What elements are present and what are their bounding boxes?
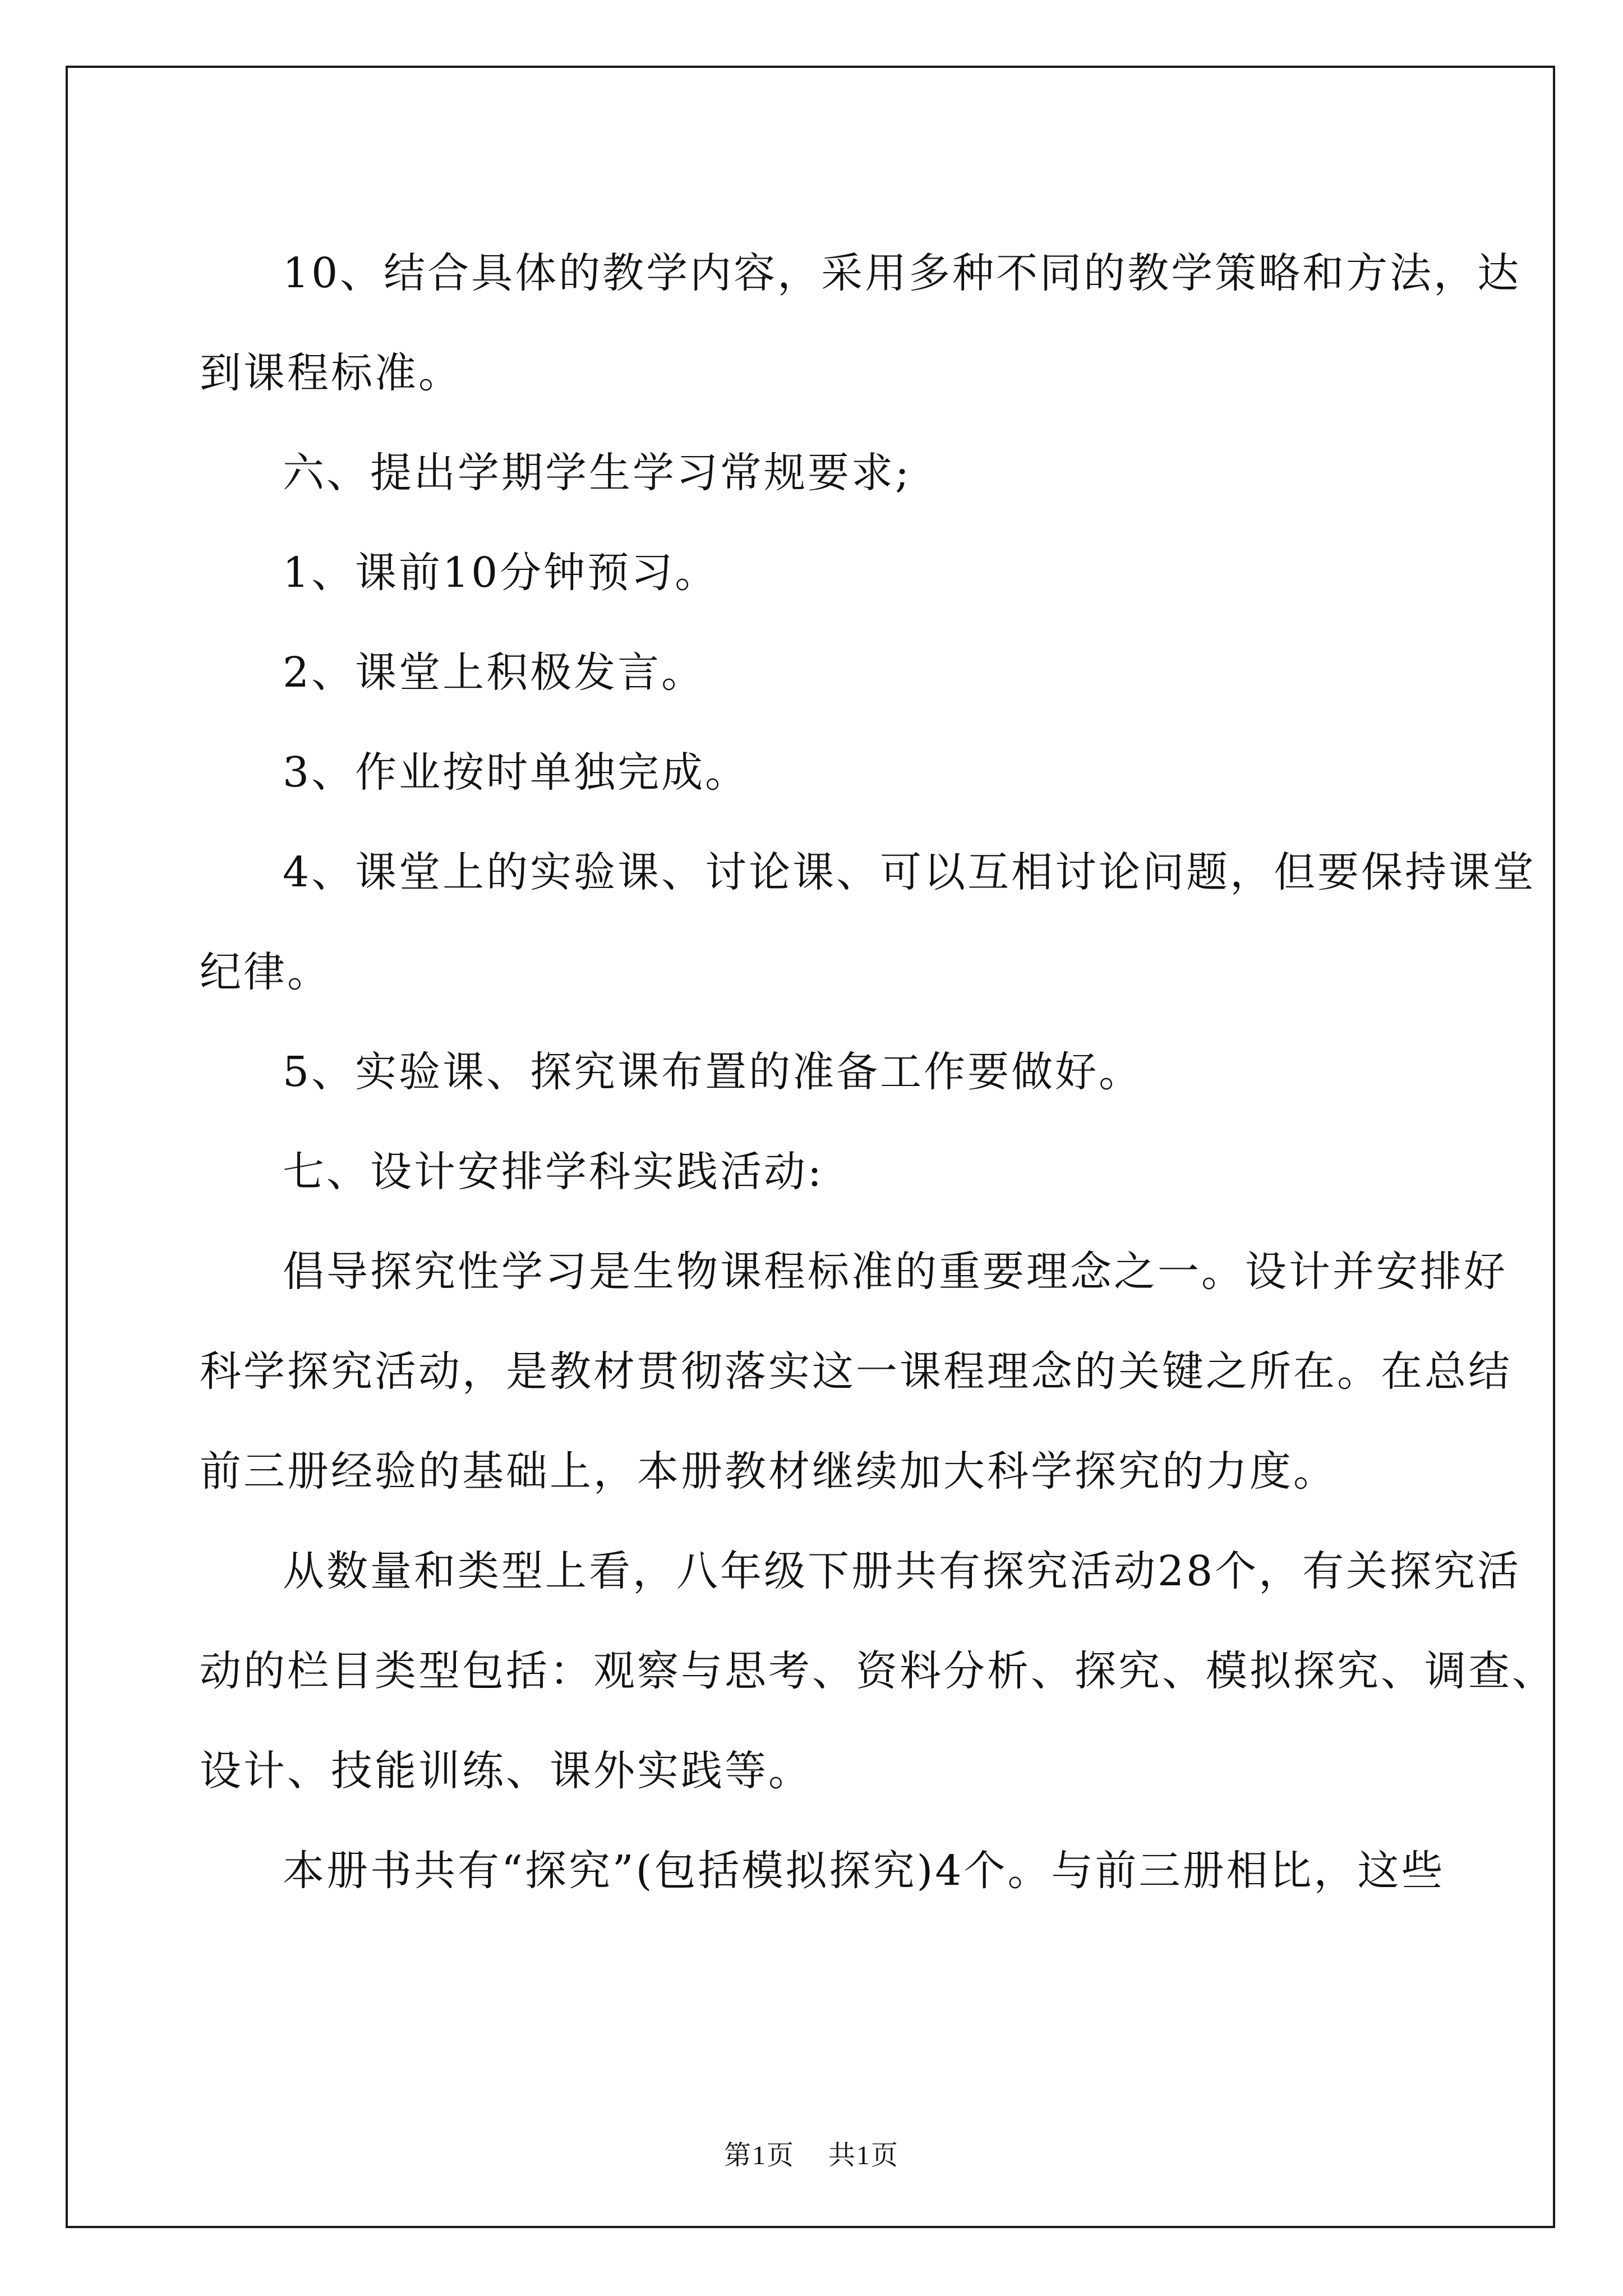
list-item [200,822,1537,1022]
list-item [200,723,1424,822]
text-line: 2、课堂上积极发言。 [283,648,706,697]
list-item [200,623,1424,723]
text-line: 本册书共有“探究”(包括模拟探究)4个。与前三册相比，这些 [283,1847,1445,1895]
list-item [200,1022,1424,1122]
text-line: 到课程标准。 [200,349,462,397]
text-line: 1、课前10分钟预习。 [283,549,719,597]
text-line: 从数量和类型上看，八年级下册共有探究活动28个，有关探究活 [283,1547,1521,1595]
page-number: 第1页 [723,2141,795,2170]
page-total: 共1页 [828,2141,900,2170]
text-line: 5、实验课、探究课布置的准备工作要做好。 [283,1048,1143,1096]
text-line: 七、设计安排学科实践活动: [283,1148,824,1196]
paragraph [200,223,1521,423]
text-line: 动的栏目类型包括：观察与思考、资料分析、探究、模拟探究、调查、 [200,1647,1556,1695]
text-line: 纪律。 [200,948,331,996]
text-line: 前三册经验的基础上，本册教材继续加大科学探究的力度。 [200,1447,1337,1496]
text-line: 倡导探究性学习是生物课程标准的重要理念之一。设计并安排好 [283,1248,1507,1296]
paragraph [200,1821,1445,1921]
text-line: 10、结合具体的教学内容，采用多种不同的教学策略和方法，达 [283,249,1521,297]
list-item [200,523,1424,623]
section-heading [200,423,1424,523]
text-line: 设计、技能训练、课外实践等。 [200,1747,812,1795]
paragraph [200,1521,1556,1821]
text-line: 科学探究活动，是教材贯彻落实这一课程理念的关键之所在。在总结 [200,1347,1512,1396]
page-footer [0,2133,1623,2172]
text-line: 4、课堂上的实验课、讨论课、可以互相讨论问题，但要保持课堂 [283,848,1537,896]
paragraph [200,1222,1512,1521]
text-line: 六、提出学期学生学习常规要求; [283,449,911,497]
section-heading [200,1122,1424,1222]
text-line: 3、作业按时单独完成。 [283,748,749,797]
document-body [200,223,1556,1921]
